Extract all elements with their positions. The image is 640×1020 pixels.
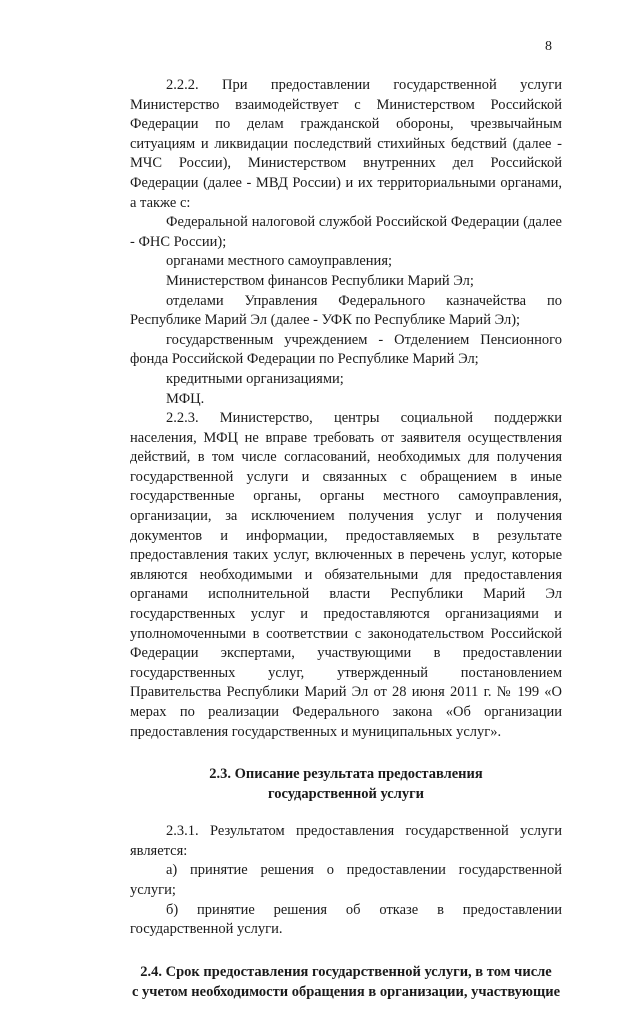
paragraph-2-2-2: 2.2.2. При предоставлении государственной услуги Министерство взаимодействует с Министерством Российской Федерации по делам гражданской обороны, чрезвычайным ситуациям и ликвидации последствий стихийных бедствий (далее - МЧС России), Министерством внутренних дел Российской Федерации (далее - МВД России) и их территориальными органами, а также с: <box>130 77 562 211</box>
list-item-minfin: Министерством финансов Республики Марий Эл; <box>166 272 474 289</box>
list-item-mfc: МФЦ. <box>166 390 205 407</box>
list-item-2-3-1-b: б) принятие решения об отказе в предоставлении государственной услуги. <box>130 901 562 938</box>
section-heading-2-4-line2: с учетом необходимости обращения в организации, участвующие <box>131 983 561 1000</box>
list-item-credit: кредитными организациями; <box>166 370 344 387</box>
section-heading-2-3-line1: 2.3. Описание результата предоставления <box>209 766 483 783</box>
section-heading-2-3-line2: государственной услуги <box>267 786 425 803</box>
section-heading-2-4 <box>130 962 562 1002</box>
document-body <box>130 76 562 1020</box>
list-item-2-3-1-a: а) принятие решения о предоставлении государственной услуги; <box>130 862 562 898</box>
list-item-ufk: отделами Управления Федерального казначейства по Республике Марий Эл (далее - УФК по Республике Марий Эл); <box>130 292 562 329</box>
section-heading-2-3 <box>130 764 562 804</box>
list-item-fns: Федеральной налоговой службой Российской Федерации (далее - ФНС России); <box>130 214 562 250</box>
page-number: 8 <box>545 39 552 54</box>
section-heading-2-4-line1: 2.4. Срок предоставления государственной услуги, в том числе <box>140 963 552 980</box>
list-item-omsu: органами местного самоуправления; <box>166 253 393 270</box>
paragraph-2-2-3: 2.2.3. Министерство, центры социальной поддержки населения, МФЦ не вправе требовать от заявителя осуществления действий, в том числе согласований, необходимых для получения государственной услуги и связанных с обращением в иные государственные органы, органы местного самоуправления, организации, за исключением получения услуг и получения документов и информации, предоставляемых в результате предоставления таких услуг, включенных в перечень услуг, которые являются необходимыми и обязательными для предоставления органами исполнительной власти Республики Марий Эл государственных услуг и предоставляются организациями и уполномоченными в соответствии с законодательством Российской Федерации экспертами, участвующими в предоставлении государственных услуг, утвержденный постановлением Правительства Республики Марий Эл от 28 июня 2011 г. № 199 «О мерах по реализации Федерального закона «Об организации предоставления государственных и муниципальных услуг». <box>130 410 562 740</box>
paragraph-2-3-1: 2.3.1. Результатом предоставления государственной услуги является: <box>130 823 562 859</box>
list-item-pfr: государственным учреждением - Отделением Пенсионного фонда Российской Федерации по Республике Марий Эл; <box>130 331 562 368</box>
